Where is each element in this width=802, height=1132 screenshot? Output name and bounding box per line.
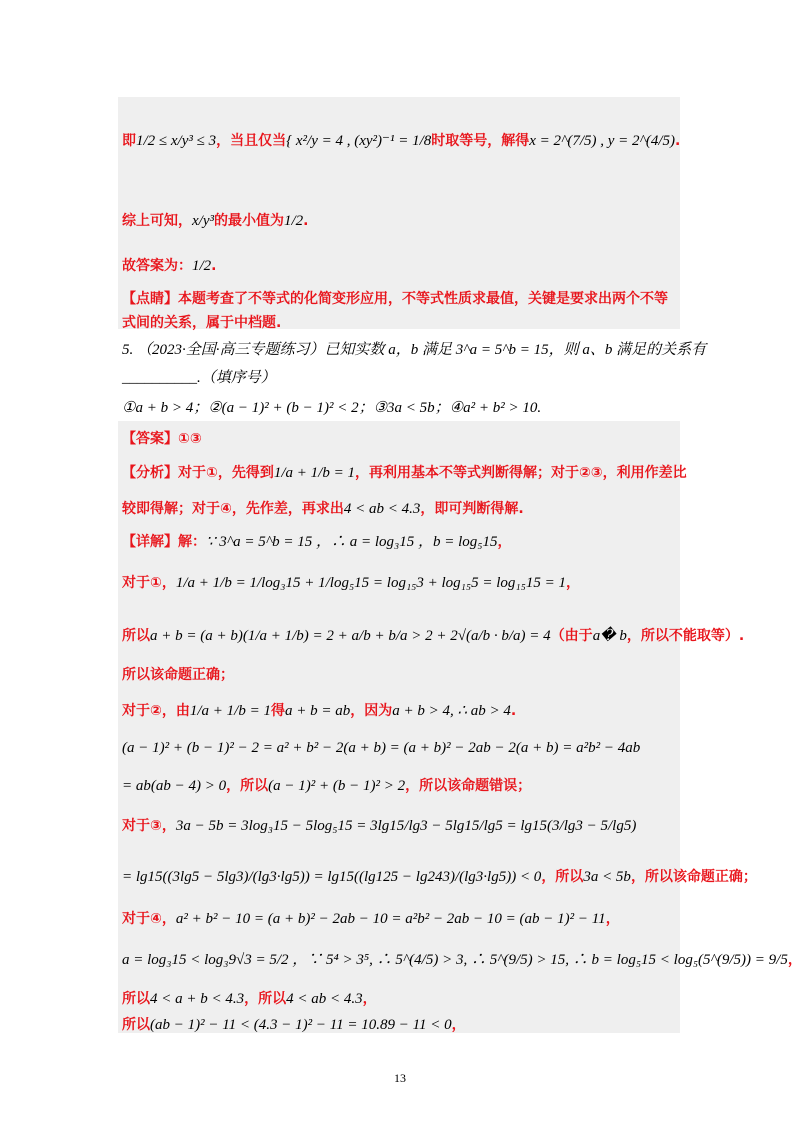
explanation-text: ，再利用基本不等式判断得解；对于②③，利用作差比 <box>354 465 687 481</box>
explanation-text: 对于①， <box>122 575 176 591</box>
explanation-text: 的最小值为 <box>213 213 284 229</box>
math-expression: 4 < a + b < 4.3 <box>150 991 245 1007</box>
math-expression: { x²/y = 4 , (xy²)⁻¹ = 1/8 <box>286 133 432 149</box>
text-line <box>122 396 541 417</box>
explanation-text: . <box>510 703 517 719</box>
text-line <box>122 210 308 230</box>
explanation-text: ，所以 <box>541 869 584 885</box>
math-expression: ①a + b > 4；②(a − 1)² + (b − 1)² < 2；③3a < 5b；④a² + b² > 10. <box>122 400 542 416</box>
math-expression: 4 < ab < 4.3 <box>343 501 421 517</box>
explanation-text: ， <box>787 952 802 968</box>
text-line <box>122 740 640 757</box>
text-line <box>122 1014 466 1034</box>
explanation-text: ， <box>451 1017 466 1033</box>
text-line <box>122 948 802 969</box>
explanation-text: 故答案为： <box>122 258 192 274</box>
math-expression: 1/2 <box>192 258 212 274</box>
math-expression: (a − 1)² + (b − 1)² > 2 <box>268 778 406 794</box>
explanation-text: ，因为 <box>350 703 393 719</box>
math-expression: 1/2 ≤ x/y³ ≤ 3 <box>136 133 217 149</box>
math-expression: a = log₃15 < log₃9√3 = 5/2 ，∵ 5⁴ > 3⁵, ∴ 5^(4/5) > 3, ∴ 5^(9/5) > 15, ∴ b = log₅15 < log₅(5^(9/5)) = 9/5 <box>122 952 788 968</box>
explanation-text: . <box>303 213 309 229</box>
explanation-text: 所以 <box>122 1017 150 1033</box>
explanation-text: ，所以 <box>244 991 287 1007</box>
explanation-text: 所以该命题正确； <box>122 667 234 683</box>
text-line <box>122 700 516 720</box>
text-line <box>122 428 202 448</box>
text-line <box>122 312 281 332</box>
explanation-text: ， <box>362 991 377 1007</box>
math-expression: 3a − 5b = 3log₃15 − 5log₅15 = 3lg15/lg3 − 5lg15/lg5 = lg15(3/lg3 − 5/lg5) <box>175 818 637 834</box>
explanation-text: 得 <box>270 703 285 719</box>
explanation-text: 所以 <box>122 628 150 644</box>
text-line <box>122 130 680 150</box>
math-expression: 1/a + 1/b = 1/log₃15 + 1/log₅15 = log₁₅3 + log₁₅5 = log₁₅15 = 1 <box>175 575 566 591</box>
explanation-text: ，当且仅当 <box>216 133 287 149</box>
explanation-text: ， <box>605 911 620 927</box>
explanation-text: 时取等号，解得 <box>431 133 530 149</box>
math-expression: 5. （2023·全国·高三专题练习）已知实数 a，b 满足 3^a = 5^b = 15，则 a、b 满足的关系有 <box>122 342 707 358</box>
explanation-text: （由于 <box>550 628 593 644</box>
math-expression: = lg15((3lg5 − 5lg3)/(lg3·lg5)) = lg15((lg125 − lg243)/(lg3·lg5)) < 0 <box>122 869 542 885</box>
text-line <box>122 908 620 928</box>
explanation-text: ， <box>565 575 580 591</box>
math-expression: a² + b² − 10 = (a + b)² − 2ab − 10 = a²b² − 2ab − 10 = (ab − 1)² − 11 <box>175 911 606 927</box>
explanation-text: 【分析】对于①，先得到 <box>122 465 274 481</box>
text-line <box>122 625 744 645</box>
text-line <box>122 288 668 308</box>
text-line <box>122 530 511 551</box>
text-line <box>122 462 687 482</box>
math-expression: 4 < ab < 4.3 <box>286 991 363 1007</box>
explanation-text: 较即得解；对于④，先作差，再求出 <box>122 501 344 517</box>
explanation-text: 综上可知， <box>122 213 192 229</box>
explanation-text: 【点睛】本题考查了不等式的化简变形应用，不等式性质求最值，关键是要求出两个不等 <box>122 291 668 307</box>
math-expression: a + b = (a + b)(1/a + 1/b) = 2 + a/b + b/a > 2 + 2√(a/b · b/a) = 4 <box>150 628 551 644</box>
math-expression: 1/a + 1/b = 1 <box>189 703 271 719</box>
text-line <box>122 366 276 387</box>
text-line <box>122 866 757 886</box>
explanation-text: . <box>211 258 217 274</box>
math-expression: 1/2 <box>283 213 304 229</box>
math-expression: ∵ 3^a = 5^b = 15 ，∴ a = log₃15 ，b = log₅15 <box>206 534 498 550</box>
math-expression: 1/a + 1/b = 1 <box>273 465 355 481</box>
text-line <box>122 338 706 359</box>
math-expression: a + b > 4, ∴ ab > 4 <box>392 703 511 719</box>
explanation-text: 【答案】①③ <box>122 431 202 447</box>
math-expression: __________.（填序号） <box>122 370 276 386</box>
explanation-text: 式间的关系，属于中档题. <box>122 315 282 331</box>
text-line <box>122 664 234 684</box>
explanation-text: ， <box>497 534 512 550</box>
math-expression: (a − 1)² + (b − 1)² − 2 = a² + b² − 2(a + b) = (a + b)² − 2ab − 2(a + b) = a²b² − 4ab <box>122 740 641 756</box>
text-line <box>122 255 217 275</box>
explanation-text: 对于③， <box>122 818 176 834</box>
explanation-text: ，所以不能取等）. <box>626 628 745 644</box>
math-expression: x/y³ <box>192 213 214 229</box>
explanation-text: ，所以该命题错误； <box>405 778 532 794</box>
explanation-text: 【详解】解： <box>122 534 206 550</box>
math-expression: a� b <box>592 628 627 644</box>
explanation-text: ，所以 <box>226 778 269 794</box>
explanation-text: 所以 <box>122 991 150 1007</box>
explanation-text: . <box>675 133 681 149</box>
math-expression: 3a < 5b <box>583 869 631 885</box>
text-line <box>122 572 580 592</box>
page-number: 13 <box>394 1071 406 1085</box>
explanation-text: 对于④， <box>122 911 176 927</box>
text-line <box>122 988 377 1008</box>
text-line <box>122 498 524 518</box>
math-expression: a + b = ab <box>284 703 351 719</box>
math-expression: (ab − 1)² − 11 < (4.3 − 1)² − 11 = 10.89 − 11 < 0 <box>150 1017 452 1033</box>
math-expression: x = 2^(7/5) , y = 2^(4/5) <box>529 133 676 149</box>
explanation-text: 即 <box>122 133 136 149</box>
explanation-text: ，所以该命题正确； <box>630 869 757 885</box>
explanation-text: 对于②，由 <box>122 703 190 719</box>
text-line <box>122 815 636 835</box>
text-line <box>122 775 531 795</box>
explanation-text: ，即可判断得解. <box>420 501 524 517</box>
math-expression: = ab(ab − 4) > 0 <box>122 778 227 794</box>
